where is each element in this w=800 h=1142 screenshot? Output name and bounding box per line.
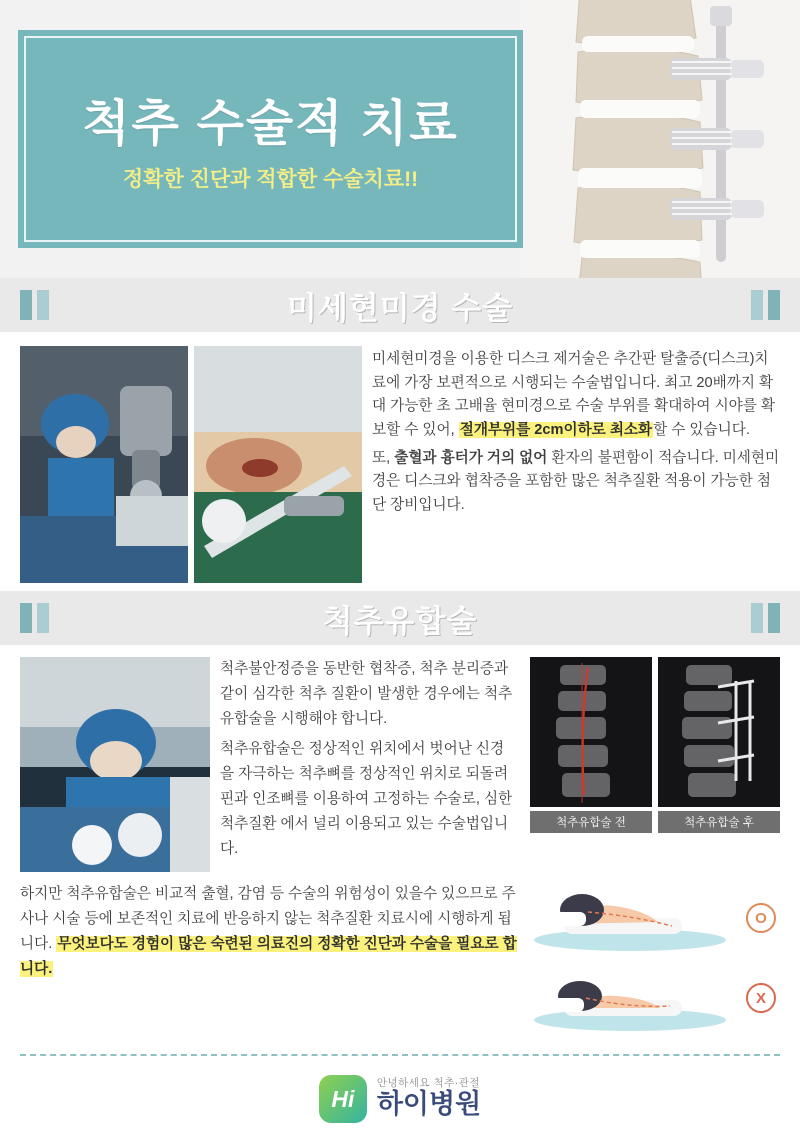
section1-heading: 미세현미경 수술	[286, 290, 514, 326]
section1-body	[0, 332, 800, 591]
xray-after	[658, 657, 780, 807]
xray-panel	[530, 657, 780, 872]
spine-fusion-surgery-photo	[20, 657, 210, 872]
bold-bleeding: 출혈과 흉터가 거의 없어	[394, 449, 548, 466]
section2-paragraph-1: 척추불안정증을 동반한 협착증, 척추 분리증과 같이 심각한 척추 질환이 발생한 경우에는 척추 유합술을 시행해야 합니다.	[220, 661, 513, 727]
operating-field-photo	[194, 346, 362, 583]
hero-banner	[0, 0, 800, 278]
section2-text-top	[220, 657, 520, 872]
footer-brand: 하이병원	[376, 1088, 482, 1119]
section1-paragraph-1: 미세현미경을 이용한 디스크 제거술은 추간판 탈출증(디스크)치료에 가장 보편적으로 시행되는 수술법입니다. 최고 20배까지 확대 가능한 초 고배율 현미경으로 수술 부위를 확대하여 시야를 확보할 수 있어, 절개부위를 2cm이하로 최소화할 수 있습니다.	[372, 351, 776, 438]
section2-text-bottom	[20, 882, 518, 1034]
footer-tagline: 안녕하세요 척추·관절	[376, 1077, 481, 1090]
decor-bars-left	[20, 290, 49, 320]
section1-text	[372, 346, 780, 583]
decor-bar	[37, 290, 49, 320]
section2-heading: 척추유합술	[322, 603, 478, 639]
hi-logo-icon: Hi	[319, 1075, 367, 1123]
section2-paragraph-2: 척추유합술은 정상적인 위치에서 벗어난 신경 을 자극하는 척추뼈를 정상적인 위치로 되돌려 핀과 인조뼈를 이용하여 고정하는 수술로, 심한 척추질환 에서 널리 이용되고 있는 수술법입니다.	[220, 741, 513, 857]
decor-bar	[20, 290, 32, 320]
decor-bar	[768, 290, 780, 320]
spine-illustration-svg	[520, 0, 800, 278]
decor-bar	[768, 603, 780, 633]
highlight-incision: 절개부위를 2cm이하로 최소화	[459, 421, 653, 438]
section2-paragraph-3: 하지만 척추유합술은 비교적 출혈, 감염 등 수술의 위험성이 있을수 있으므로 주사나 시술 등에 보존적인 치료에 반응하지 않는 척추질환 치료시에 시행하게 됩니다. 무엇보다도 경험이 많은 숙련된 의료진의 정확한 진단과 수술을 필요로 합니다.	[20, 886, 517, 978]
section1-photos	[20, 346, 362, 583]
decor-bars-left-2	[20, 603, 49, 633]
page-title: 척추 수술적 치료	[82, 97, 459, 151]
microscope-surgery-photo	[20, 346, 188, 583]
hero-title-box	[18, 30, 523, 248]
section1-paragraph-2: 또, 출혈과 흉터가 거의 없어 환자의 불편함이 적습니다. 미세현미경은 디스크와 협착증을 포함한 많은 척추질환 적용이 가능한 첨단 장비입니다.	[372, 449, 780, 513]
section-header-microscope	[0, 278, 800, 332]
footer	[0, 1056, 800, 1142]
decor-bars-right	[751, 290, 780, 320]
posture-mark-correct: O	[746, 903, 776, 933]
decor-bar	[20, 603, 32, 633]
posture-illustrations	[530, 882, 780, 1034]
decor-bar	[37, 603, 49, 633]
decor-bars-right-2	[751, 603, 780, 633]
incorrect-posture-illustration	[530, 962, 780, 1034]
section-header-fusion	[0, 591, 800, 645]
highlight-experience: 무엇보다도 경험이 많은 숙련된 의료진의 정확한 진단과 수술을 필요로 합니다.	[20, 936, 517, 978]
decor-bar	[751, 290, 763, 320]
spine-implant-illustration	[520, 0, 800, 278]
decor-bar	[751, 603, 763, 633]
correct-posture-illustration	[530, 882, 780, 954]
posture-mark-incorrect: X	[746, 983, 776, 1013]
xray-before	[530, 657, 652, 807]
xray-before-label: 척추유합술 전	[530, 811, 652, 833]
section2-body	[0, 645, 800, 1040]
page-subtitle: 정확한 진단과 적합한 수술치료!!	[122, 168, 419, 191]
xray-after-label: 척추유합술 후	[658, 811, 780, 833]
